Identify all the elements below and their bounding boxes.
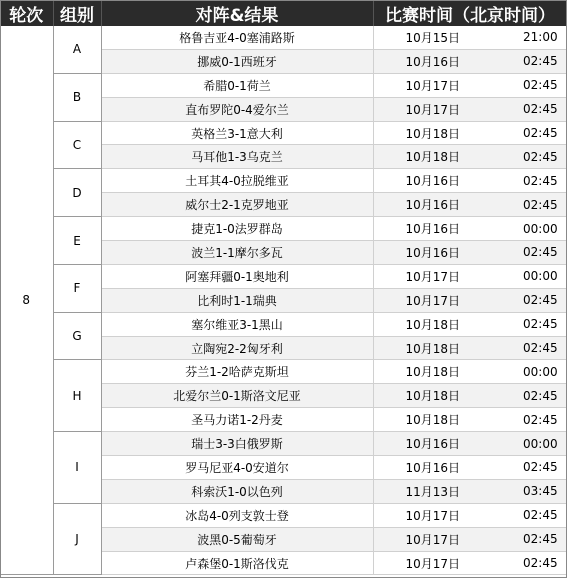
time-cell: 02:45 [493, 312, 567, 336]
match-cell: 希腊0-1荷兰 [101, 73, 373, 97]
match-cell: 卢森堡0-1斯洛伐克 [101, 551, 373, 575]
group-cell: I [53, 432, 101, 504]
date-cell: 10月17日 [373, 97, 493, 121]
time-cell: 02:45 [493, 97, 567, 121]
table-row [0, 169, 567, 193]
group-cell: D [53, 169, 101, 217]
header-datetime: 比赛时间（北京时间） [373, 0, 567, 26]
time-cell: 02:45 [493, 527, 567, 551]
match-cell: 塞尔维亚3-1黑山 [101, 312, 373, 336]
group-cell: A [53, 26, 101, 73]
header-row [0, 0, 567, 26]
match-cell: 英格兰3-1意大利 [101, 121, 373, 145]
date-cell: 10月15日 [373, 26, 493, 49]
time-cell: 02:45 [493, 384, 567, 408]
match-cell: 科索沃1-0以色列 [101, 479, 373, 503]
table-row [0, 432, 567, 456]
header-group: 组别 [53, 0, 101, 26]
date-cell: 10月16日 [373, 432, 493, 456]
match-cell: 直布罗陀0-4爱尔兰 [101, 97, 373, 121]
time-cell: 21:00 [493, 26, 567, 49]
match-cell: 威尔士2-1克罗地亚 [101, 193, 373, 217]
table-row [0, 73, 567, 97]
schedule-body [0, 26, 567, 575]
table-row [0, 217, 567, 241]
time-cell: 02:45 [493, 336, 567, 360]
table-row [0, 264, 567, 288]
time-cell: 02:45 [493, 169, 567, 193]
round-cell: 8 [0, 26, 53, 575]
match-cell: 格鲁吉亚4-0塞浦路斯 [101, 26, 373, 49]
date-cell: 10月18日 [373, 121, 493, 145]
group-cell: B [53, 73, 101, 121]
table-row [0, 26, 567, 49]
match-cell: 波兰1-1摩尔多瓦 [101, 241, 373, 265]
match-cell: 冰岛4-0列支敦士登 [101, 503, 373, 527]
group-cell: E [53, 217, 101, 265]
match-cell: 阿塞拜疆0-1奥地利 [101, 264, 373, 288]
header-match: 对阵&结果 [101, 0, 373, 26]
date-cell: 10月16日 [373, 169, 493, 193]
time-cell: 02:45 [493, 551, 567, 575]
date-cell: 10月17日 [373, 551, 493, 575]
date-cell: 10月16日 [373, 456, 493, 480]
match-cell: 挪威0-1西班牙 [101, 49, 373, 73]
date-cell: 10月17日 [373, 503, 493, 527]
date-cell: 10月18日 [373, 384, 493, 408]
time-cell: 02:45 [493, 503, 567, 527]
table-row [0, 121, 567, 145]
table-row [0, 503, 567, 527]
date-cell: 10月18日 [373, 360, 493, 384]
match-cell: 立陶宛2-2匈牙利 [101, 336, 373, 360]
time-cell: 02:45 [493, 241, 567, 265]
match-cell: 比利时1-1瑞典 [101, 288, 373, 312]
date-cell: 10月18日 [373, 145, 493, 169]
header-round: 轮次 [0, 0, 53, 26]
time-cell: 00:00 [493, 360, 567, 384]
group-cell: H [53, 360, 101, 432]
group-cell: C [53, 121, 101, 169]
match-cell: 波黑0-5葡萄牙 [101, 527, 373, 551]
group-cell: J [53, 503, 101, 575]
time-cell: 00:00 [493, 217, 567, 241]
match-cell: 罗马尼亚4-0安道尔 [101, 456, 373, 480]
date-cell: 10月18日 [373, 336, 493, 360]
group-cell: F [53, 264, 101, 312]
date-cell: 10月16日 [373, 193, 493, 217]
date-cell: 10月16日 [373, 49, 493, 73]
time-cell: 02:45 [493, 193, 567, 217]
time-cell: 02:45 [493, 456, 567, 480]
date-cell: 10月17日 [373, 527, 493, 551]
match-cell: 北爱尔兰0-1斯洛文尼亚 [101, 384, 373, 408]
time-cell: 00:00 [493, 432, 567, 456]
time-cell: 00:00 [493, 264, 567, 288]
date-cell: 10月16日 [373, 241, 493, 265]
match-cell: 马耳他1-3乌克兰 [101, 145, 373, 169]
date-cell: 10月18日 [373, 312, 493, 336]
date-cell: 10月17日 [373, 264, 493, 288]
time-cell: 02:45 [493, 145, 567, 169]
date-cell: 10月17日 [373, 288, 493, 312]
time-cell: 02:45 [493, 408, 567, 432]
date-cell: 10月16日 [373, 217, 493, 241]
time-cell: 02:45 [493, 121, 567, 145]
match-cell: 土耳其4-0拉脱维亚 [101, 169, 373, 193]
date-cell: 11月13日 [373, 479, 493, 503]
match-cell: 瑞士3-3白俄罗斯 [101, 432, 373, 456]
time-cell: 02:45 [493, 49, 567, 73]
date-cell: 10月18日 [373, 408, 493, 432]
match-cell: 圣马力诺1-2丹麦 [101, 408, 373, 432]
table-row [0, 360, 567, 384]
time-cell: 02:45 [493, 73, 567, 97]
match-cell: 捷克1-0法罗群岛 [101, 217, 373, 241]
match-cell: 芬兰1-2哈萨克斯坦 [101, 360, 373, 384]
group-cell: G [53, 312, 101, 360]
table-row [0, 312, 567, 336]
date-cell: 10月17日 [373, 73, 493, 97]
time-cell: 02:45 [493, 288, 567, 312]
time-cell: 03:45 [493, 479, 567, 503]
